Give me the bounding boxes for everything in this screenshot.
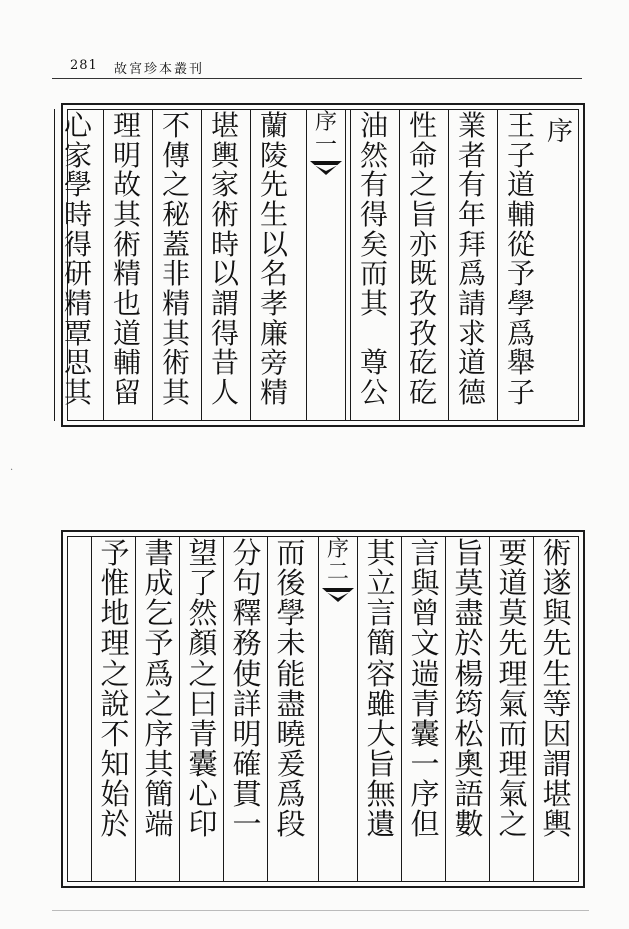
glyph: 矻 [408, 376, 437, 410]
glyph: 囊 [188, 747, 218, 782]
glyph: 立 [366, 566, 396, 601]
fold-label-char: 一 [314, 133, 337, 159]
glyph: 既 [408, 257, 437, 291]
running-header [52, 56, 582, 80]
text-column [158, 111, 194, 419]
glyph: 從 [506, 227, 535, 261]
glyph: 王 [506, 109, 535, 142]
glyph: 莫 [454, 566, 484, 601]
glyph: 爲 [144, 656, 174, 691]
glyph: 但 [410, 807, 440, 842]
glyph: 容 [366, 656, 396, 691]
glyph: 其 [144, 747, 174, 782]
glyph: 然 [188, 596, 218, 631]
glyph: 筠 [454, 686, 484, 721]
glyph: 生 [259, 198, 288, 232]
glyph: 於 [100, 807, 130, 842]
glyph: 序 [410, 777, 440, 812]
column-rule [201, 109, 202, 421]
glyph: 然 [359, 138, 388, 172]
glyph: 盡 [454, 596, 484, 631]
glyph: 求 [457, 316, 486, 350]
glyph: 年 [457, 198, 486, 232]
column-rule [179, 536, 180, 882]
glyph: 其 [359, 287, 388, 321]
glyph: 理 [112, 109, 141, 142]
glyph: 囊 [410, 716, 440, 751]
glyph: 不 [100, 716, 130, 751]
glyph: 爰 [276, 747, 306, 782]
fish-tail-mark-icon [322, 588, 354, 602]
glyph: 氣 [498, 686, 528, 721]
glyph: 其 [63, 376, 92, 410]
column-rule [533, 536, 534, 882]
glyph: 一 [410, 747, 440, 782]
glyph: 言 [410, 536, 440, 570]
glyph: 予 [144, 626, 174, 661]
column-rule [445, 536, 446, 882]
glyph: 予 [100, 536, 130, 570]
glyph: 以 [210, 257, 239, 291]
glyph: 孜 [408, 316, 437, 350]
glyph: 留 [112, 376, 141, 410]
glyph: 有 [359, 168, 388, 202]
glyph: 堪 [542, 777, 572, 812]
column-rule [103, 109, 104, 421]
column-rule [497, 109, 498, 421]
glyph: 名 [259, 257, 288, 291]
glyph: 理 [100, 626, 130, 661]
glyph: 青 [410, 686, 440, 721]
glyph: 其 [161, 376, 190, 410]
column-rule [250, 109, 251, 421]
glyph: 廉 [259, 316, 288, 350]
glyph: 心 [63, 109, 92, 142]
glyph: 之 [161, 168, 190, 202]
glyph: 術 [161, 346, 190, 380]
glyph: 不 [161, 109, 190, 142]
text-column [405, 111, 441, 419]
glyph: 學 [506, 287, 535, 321]
glyph: 時 [63, 198, 92, 232]
glyph: 惟 [100, 566, 130, 601]
glyph: 精 [63, 287, 92, 321]
text-column [256, 111, 292, 419]
glyph: 楊 [454, 656, 484, 691]
fish-tail-mark-icon [310, 161, 342, 175]
text-column [454, 111, 490, 419]
glyph: 得 [359, 198, 388, 232]
glyph: 遄 [410, 656, 440, 691]
glyph: 精 [112, 257, 141, 291]
glyph: 後 [276, 566, 306, 601]
glyph: 簡 [366, 626, 396, 661]
glyph: 之 [498, 807, 528, 842]
glyph: 盡 [276, 686, 306, 721]
glyph: 之 [408, 168, 437, 202]
bottom-rule [52, 910, 589, 911]
glyph: 理 [498, 747, 528, 782]
text-column [229, 538, 265, 880]
glyph: 術 [542, 536, 572, 570]
glyph: 輿 [542, 807, 572, 842]
glyph: 以 [259, 227, 288, 261]
glyph: 明 [232, 716, 262, 751]
glyph: 旨 [408, 198, 437, 232]
glyph: 予 [506, 257, 535, 291]
column-rule [91, 536, 92, 882]
header-rule [52, 78, 582, 79]
glyph: 也 [112, 287, 141, 321]
glyph: 昔 [210, 346, 239, 380]
glyph: 之 [100, 656, 130, 691]
column-rule [399, 109, 400, 421]
glyph: 知 [100, 747, 130, 782]
glyph: 端 [144, 807, 174, 842]
glyph: 覃 [63, 316, 92, 350]
glyph: 大 [366, 716, 396, 751]
glyph: 分 [232, 536, 262, 570]
glyph: 尊 [359, 346, 388, 380]
glyph: 旨 [454, 536, 484, 570]
column-rule [223, 536, 224, 882]
glyph: 而 [498, 716, 528, 751]
glyph: 一 [232, 807, 262, 842]
glyph: 奧 [454, 747, 484, 782]
glyph: 時 [210, 227, 239, 261]
glyph: 等 [542, 686, 572, 721]
text-column [97, 538, 133, 880]
glyph: 與 [542, 596, 572, 631]
glyph: 說 [100, 686, 130, 721]
top-printed-page [61, 103, 585, 427]
glyph: 術 [112, 227, 141, 261]
glyph: 貫 [232, 777, 262, 812]
glyph: 術 [210, 198, 239, 232]
glyph: 要 [498, 536, 528, 570]
glyph: 傳 [161, 138, 190, 172]
text-column [273, 538, 309, 880]
preface-heading: 序 [546, 117, 573, 147]
glyph: 精 [259, 376, 288, 410]
glyph: 故 [112, 168, 141, 202]
fold-center-column [318, 536, 358, 882]
glyph: 非 [161, 257, 190, 291]
glyph: 陵 [259, 138, 288, 172]
glyph: 與 [410, 566, 440, 601]
glyph: 其 [161, 316, 190, 350]
glyph: 生 [542, 656, 572, 691]
glyph: 始 [100, 777, 130, 812]
column-rule [448, 109, 449, 421]
glyph: 遂 [542, 566, 572, 601]
glyph: 孝 [259, 287, 288, 321]
glyph: 子 [506, 376, 535, 410]
column-rule [267, 536, 268, 882]
glyph: 務 [232, 626, 262, 661]
text-column [185, 538, 221, 880]
glyph: 地 [100, 596, 130, 631]
glyph: 使 [232, 656, 262, 691]
glyph: 輿 [210, 138, 239, 172]
glyph: 曰 [188, 686, 218, 721]
glyph: 爲 [506, 316, 535, 350]
glyph: 蓋 [161, 227, 190, 261]
glyph: 先 [259, 168, 288, 202]
glyph: 雖 [366, 686, 396, 721]
glyph: 簡 [144, 777, 174, 812]
book-title: 故宮珍本叢刊 [114, 62, 205, 77]
text-column [503, 111, 539, 419]
glyph: 印 [188, 807, 218, 842]
glyph: 矣 [359, 227, 388, 261]
glyph [360, 319, 388, 349]
glyph: 先 [498, 626, 528, 661]
glyph: 道 [112, 316, 141, 350]
glyph: 無 [366, 777, 396, 812]
glyph: 遺 [366, 807, 396, 842]
glyph: 確 [232, 747, 262, 782]
glyph: 亦 [408, 227, 437, 261]
page-number: 281 [70, 58, 98, 73]
glyph: 命 [408, 138, 437, 172]
glyph: 成 [144, 566, 174, 601]
text-column [356, 111, 392, 419]
text-column [109, 111, 145, 419]
text-column [141, 538, 177, 880]
glyph: 孜 [408, 287, 437, 321]
glyph: 釋 [232, 596, 262, 631]
glyph: 心 [188, 777, 218, 812]
glyph: 輔 [506, 198, 535, 232]
glyph: 謂 [210, 287, 239, 321]
glyph: 莫 [498, 596, 528, 631]
column-rule [489, 536, 490, 882]
glyph: 青 [188, 716, 218, 751]
glyph: 舉 [506, 346, 535, 380]
glyph: 松 [454, 716, 484, 751]
glyph: 語 [454, 777, 484, 812]
gutter-mark: . [10, 462, 14, 473]
glyph: 顏 [188, 626, 218, 661]
column-rule [401, 536, 402, 882]
glyph: 未 [276, 626, 306, 661]
glyph: 因 [542, 716, 572, 751]
glyph: 乞 [144, 596, 174, 631]
glyph: 能 [276, 656, 306, 691]
glyph: 德 [457, 376, 486, 410]
glyph: 得 [63, 227, 92, 261]
glyph: 爲 [457, 257, 486, 291]
glyph: 秘 [161, 198, 190, 232]
glyph: 堪 [210, 109, 239, 142]
bottom-printed-page [61, 530, 585, 888]
glyph: 詳 [232, 686, 262, 721]
glyph: 道 [506, 168, 535, 202]
glyph: 旁 [259, 346, 288, 380]
glyph: 業 [457, 109, 486, 142]
glyph: 而 [276, 536, 306, 570]
glyph: 數 [454, 807, 484, 842]
glyph: 段 [276, 807, 306, 842]
glyph: 子 [506, 138, 535, 172]
glyph: 學 [63, 168, 92, 202]
text-column [363, 538, 399, 880]
text-column [495, 538, 531, 880]
text-column [407, 538, 443, 880]
fold-label-char: 序 [314, 110, 337, 135]
glyph: 思 [63, 346, 92, 380]
column-rule [152, 109, 153, 421]
glyph: 輔 [112, 346, 141, 380]
glyph: 者 [457, 138, 486, 172]
glyph: 得 [210, 316, 239, 350]
glyph: 言 [366, 596, 396, 631]
glyph: 了 [188, 566, 218, 601]
glyph: 家 [210, 168, 239, 202]
glyph: 而 [359, 257, 388, 291]
glyph: 曉 [276, 716, 306, 751]
glyph: 於 [454, 626, 484, 661]
glyph: 道 [457, 346, 486, 380]
text-column [207, 111, 243, 419]
glyph: 其 [112, 198, 141, 232]
text-column [451, 538, 487, 880]
glyph: 序 [144, 716, 174, 751]
glyph: 其 [366, 536, 396, 570]
glyph: 蘭 [259, 109, 288, 142]
glyph: 矻 [408, 346, 437, 380]
glyph: 之 [144, 686, 174, 721]
column-rule [54, 109, 55, 421]
column-rule [350, 109, 351, 421]
glyph: 曾 [410, 596, 440, 631]
glyph: 望 [188, 536, 218, 570]
fold-label [327, 538, 349, 584]
glyph: 氣 [498, 777, 528, 812]
glyph: 請 [457, 287, 486, 321]
glyph: 文 [410, 626, 440, 661]
glyph: 油 [359, 109, 388, 142]
glyph: 學 [276, 596, 306, 631]
glyph: 精 [161, 287, 190, 321]
glyph: 家 [63, 138, 92, 172]
fold-label-char: 二 [326, 560, 349, 586]
glyph: 理 [498, 656, 528, 691]
glyph: 爲 [276, 777, 306, 812]
glyph: 道 [498, 566, 528, 601]
glyph: 先 [542, 626, 572, 661]
fold-label [315, 111, 337, 157]
glyph: 謂 [542, 747, 572, 782]
glyph: 研 [63, 257, 92, 291]
glyph: 有 [457, 168, 486, 202]
fold-label-char: 序 [326, 537, 349, 562]
glyph: 明 [112, 138, 141, 172]
glyph: 句 [232, 566, 262, 601]
glyph: 旨 [366, 747, 396, 782]
glyph: 之 [188, 656, 218, 691]
glyph: 書 [144, 536, 174, 570]
glyph: 拜 [457, 227, 486, 261]
text-column [60, 111, 96, 419]
text-column [539, 538, 575, 880]
glyph: 人 [210, 376, 239, 410]
glyph: 性 [408, 109, 437, 142]
column-rule [135, 536, 136, 882]
fold-center-column [306, 109, 346, 421]
glyph: 公 [359, 376, 388, 410]
